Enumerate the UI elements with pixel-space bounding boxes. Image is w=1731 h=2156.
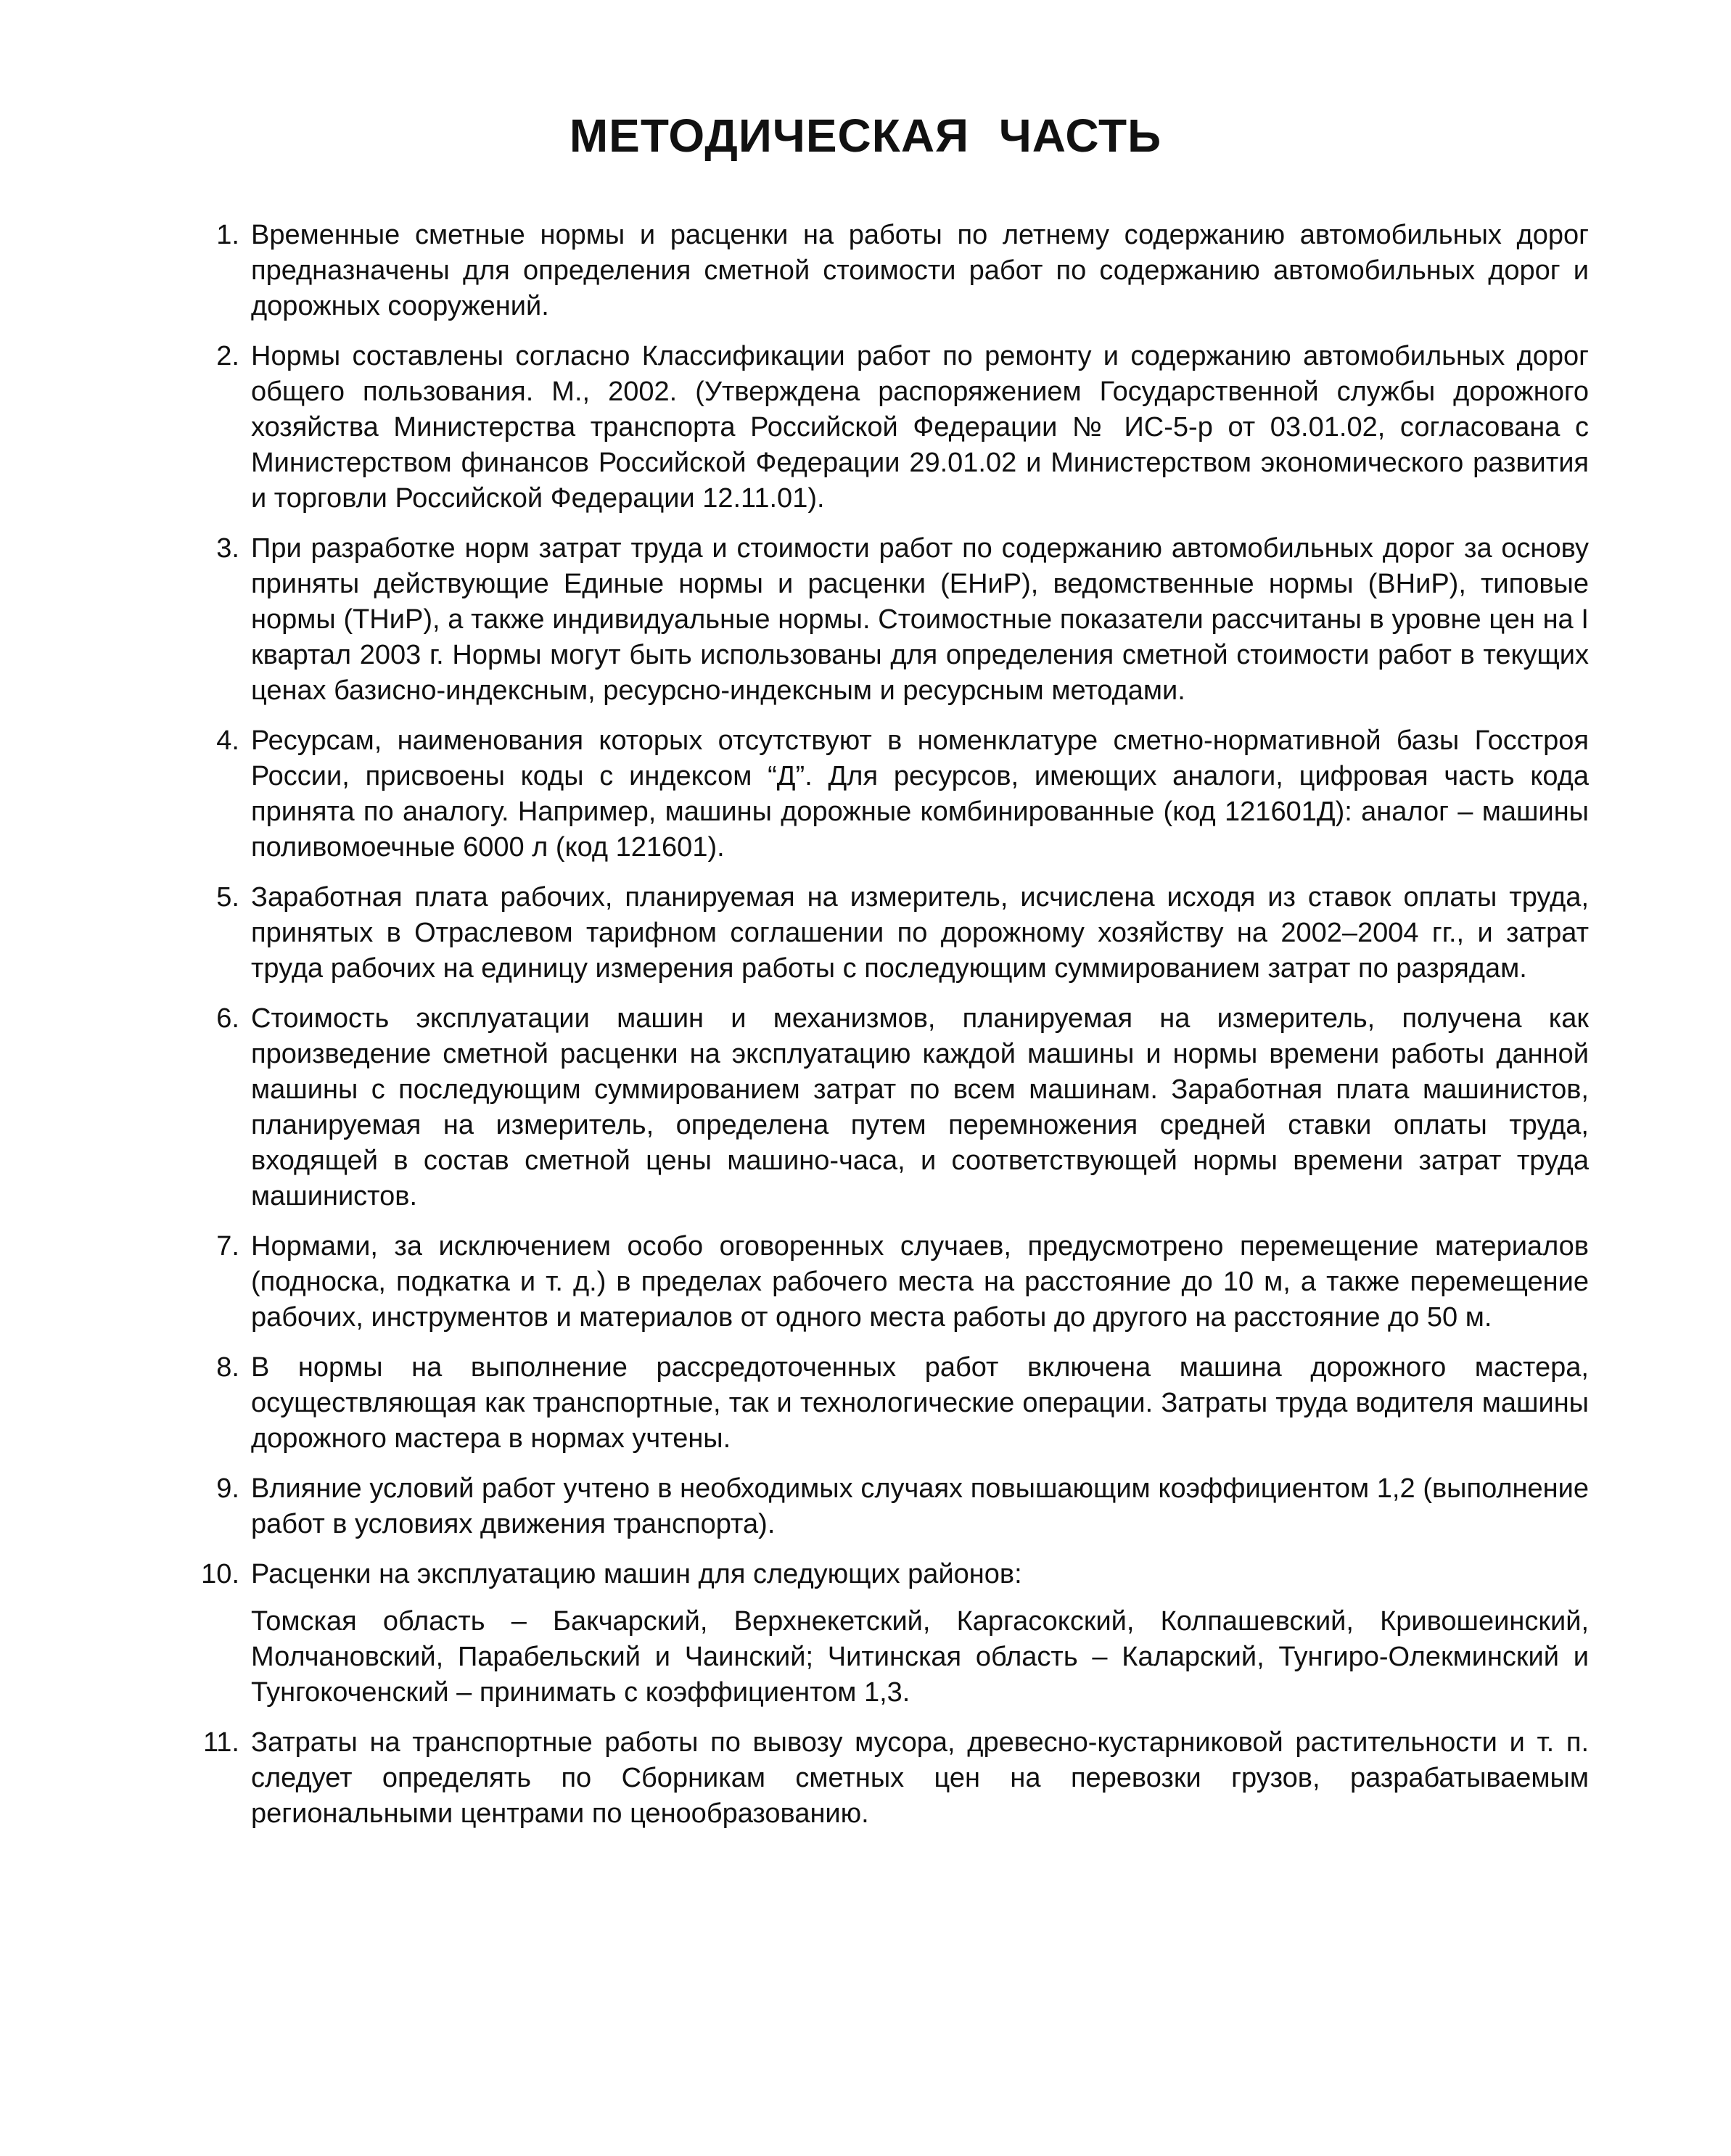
list-item bbox=[201, 1557, 1589, 1711]
item-text: Заработная плата рабочих, планируемая на измеритель, исчислена исходя из ставок оплаты труда, принятых в Отраслевом тарифном соглашении по дорожному хозяйству на 2002–2004 гг., и затрат труда рабочих на единицу измерения работы с последующим суммированием затрат по разрядам. bbox=[251, 882, 1589, 984]
item-subtext: Томская область – Бакчарский, Верхнекетский, Каргасокский, Колпашевский, Кривошеинский, Молчановский, Парабельский и Чаинский; Читинская область – Каларский, Тунгиро-Олекминский и Тунгокоченский – принимать с коэффициентом 1,3. bbox=[251, 1606, 1589, 1708]
list-item bbox=[210, 880, 1589, 987]
item-text: Ресурсам, наименования которых отсутствуют в номенклатуре сметно-нормативной базы Госстроя России, присвоены коды с индексом “Д”. Для ресурсов, имеющих аналоги, цифровая часть кода принята по аналогу. Например, машины дорожные комбинированные (код 121601Д): аналог – машины поливомоечные 6000 л (код 121601). bbox=[251, 725, 1589, 863]
page-title: МЕТОДИЧЕСКАЯ ЧАСТЬ bbox=[569, 110, 1162, 162]
list-item bbox=[210, 531, 1589, 709]
item-text: При разработке норм затрат труда и стоимости работ по содержанию автомобильных дорог за основу приняты действующие Единые нормы и расценки (ЕНиР), ведомственные нормы (ВНиР), типовые нормы (ТНиР), а также индивидуальные нормы. Стоимостные показатели рассчитаны в уровне цен на I квартал 2003 г. Нормы могут быть использованы для определения сметной стоимости работ в текущих ценах базисно-индексным, ресурсно-индексным и ресурсным методами. bbox=[251, 533, 1589, 706]
item-number: 10. bbox=[201, 1559, 239, 1589]
clause-list bbox=[201, 218, 1589, 1846]
item-number: 9. bbox=[216, 1473, 239, 1504]
item-text: Нормами, за исключением особо оговоренных случаев, предусмотрено перемещение материалов (подноска, подкатка и т. д.) в пределах рабочего места на расстояние до 10 м, а также перемещение рабочих, инструментов и материалов от одного места работы до другого на расстояние до 50 м. bbox=[251, 1231, 1589, 1333]
item-number: 2. bbox=[216, 341, 239, 371]
item-text: Временные сметные нормы и расценки на работы по летнему содержанию автомобильных дорог предназначены для определения сметной стоимости работ по содержанию автомобильных дорог и дорожных сооружений. bbox=[251, 220, 1589, 321]
item-number: 4. bbox=[216, 725, 239, 756]
item-number: 1. bbox=[216, 220, 239, 250]
list-item bbox=[210, 1229, 1589, 1336]
item-text: Затраты на транспортные работы по вывозу мусора, древесно-кустарниковой растительности и т. п. следует определять по Сборникам сметных цен на перевозки грузов, разрабатываемым региональными центрами по ценообразованию. bbox=[251, 1727, 1589, 1829]
item-number: 3. bbox=[216, 533, 239, 564]
item-number: 6. bbox=[216, 1003, 239, 1034]
item-text: Стоимость эксплуатации машин и механизмов, планируемая на измеритель, получена как произведение сметной расценки на эксплуатацию каждой машины и нормы времени работы данной машины с последующим суммированием затрат по всем машинам. Заработная плата машинистов, планируемая на измеритель, определена путем перемножения средней ставки оплаты труда, входящей в состав сметной цены машино-часа, и соответствующей нормы времени затрат труда машинистов. bbox=[251, 1003, 1589, 1211]
list-item bbox=[210, 339, 1589, 517]
list-item bbox=[210, 1001, 1589, 1214]
item-number: 11. bbox=[202, 1727, 239, 1758]
list-item bbox=[210, 1471, 1589, 1542]
item-text: В нормы на выполнение рассредоточенных работ включена машина дорожного мастера, осуществляющая как транспортные, так и технологические операции. Затраты труда водителя машины дорожного мастера в нормах учтены. bbox=[251, 1352, 1589, 1454]
item-text: Влияние условий работ учтено в необходимых случаях повышающим коэффициентом 1,2 (выполнение работ в условиях движения транспорта). bbox=[251, 1473, 1589, 1539]
list-item bbox=[210, 723, 1589, 865]
item-number: 7. bbox=[216, 1231, 239, 1262]
item-text: Расценки на эксплуатацию машин для следующих районов: bbox=[251, 1559, 1022, 1589]
item-text: Нормы составлены согласно Классификации работ по ремонту и содержанию автомобильных дорог общего пользования. М., 2002. (Утверждена распоряжением Государственной службы дорожного хозяйства Министерства транспорта Российской Федерации № ИС-5-р от 03.01.02, согласована с Министерством финансов Российской Федерации 29.01.02 и Министерством экономического развития и торговли Российской Федерации 12.11.01). bbox=[251, 341, 1589, 514]
list-item bbox=[210, 1350, 1589, 1457]
list-item bbox=[202, 1725, 1589, 1832]
list-item bbox=[210, 218, 1589, 324]
item-number: 5. bbox=[216, 882, 239, 913]
item-number: 8. bbox=[216, 1352, 239, 1383]
